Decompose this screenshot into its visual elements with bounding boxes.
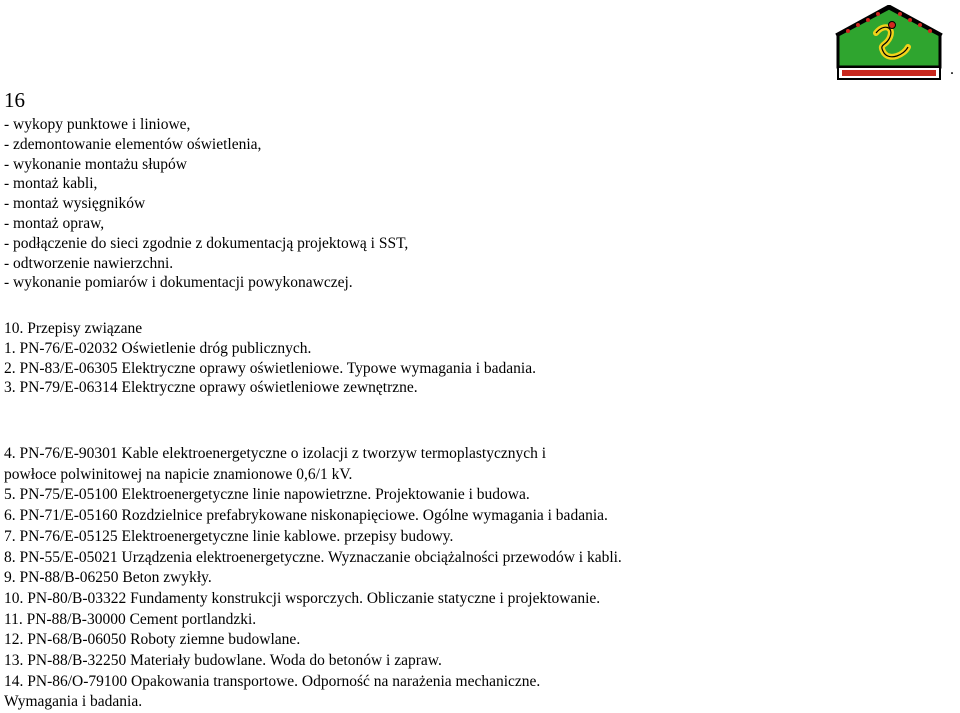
regulation-item-continuation: Wymagania i badania. (4, 693, 143, 711)
regulation-item: 6. PN-71/E-05160 Rozdzielnice prefabrykowane niskonapięciowe. Ogólne wymagania i badania. (4, 507, 608, 525)
regulation-item: 5. PN-75/E-05100 Elektroenergetyczne linie napowietrzne. Projektowanie i budowa. (4, 486, 530, 504)
regulation-item: 2. PN-83/E-06305 Elektryczne oprawy oświetleniowe. Typowe wymagania i badania. (4, 359, 536, 377)
page-number: 16 (4, 88, 25, 112)
regulation-item: 7. PN-76/E-05125 Elektroenergetyczne linie kablowe. przepisy budowy. (4, 527, 454, 545)
regulation-item: 9. PN-88/B-06250 Beton zwykły. (4, 569, 212, 587)
regulation-item: 4. PN-76/E-90301 Kable elektroenergetyczne o izolacji z tworzyw termoplastycznych i (4, 445, 547, 462)
municipality-logo (834, 5, 944, 81)
regulation-item: 8. PN-55/E-05021 Urządzenia elektroenergetyczne. Wyznaczanie obciążalności przewodów i kabli. (4, 548, 622, 566)
regulation-item: 14. PN-86/O-79100 Opakowania transportowe. Odporność na narażenia mechaniczne. (4, 672, 541, 690)
regulation-item: 3. PN-79/E-06314 Elektryczne oprawy oświetleniowe zewnętrzne. (4, 379, 418, 397)
list-item: - zdemontowanie elementów oświetlenia, (4, 135, 262, 153)
trailing-mark: . (950, 61, 954, 78)
regulation-item: 11. PN-88/B-30000 Cement portlandzki. (4, 610, 257, 628)
list-item: - odtworzenie nawierzchni. (4, 254, 174, 272)
work-scope-list (4, 115, 408, 293)
section-heading: 10. Przepisy związane (4, 320, 143, 337)
list-item: - podłączenie do sieci zgodnie z dokumentacją projektową i SST, (4, 234, 409, 252)
regulation-item: 10. PN-80/B-03322 Fundamenty konstrukcji wsporczych. Obliczanie statyczne i projektowanie. (4, 589, 601, 607)
list-item: - montaż opraw, (4, 214, 105, 232)
regulation-item-continuation: powłoce polwinitowej na napicie znamionowe 0,6/1 kV. (4, 465, 353, 483)
list-item: - wykonanie montażu słupów (4, 155, 187, 173)
list-item: - wykopy punktowe i liniowe, (4, 116, 191, 133)
regulation-item: 12. PN-68/B-06050 Roboty ziemne budowlane. (4, 631, 301, 649)
regulation-item: 1. PN-76/E-02032 Oświetlenie dróg publicznych. (4, 339, 312, 357)
list-item: - montaż kabli, (4, 175, 98, 193)
regulation-item: 13. PN-88/B-32250 Materiały budowlane. Woda do betonów i zapraw. (4, 652, 442, 670)
regulations-list-part-1 (4, 319, 536, 398)
list-item: - montaż wysięgników (4, 195, 146, 213)
regulations-list-part-2 (4, 444, 622, 713)
list-item: - wykonanie pomiarów i dokumentacji powykonawczej. (4, 274, 353, 292)
